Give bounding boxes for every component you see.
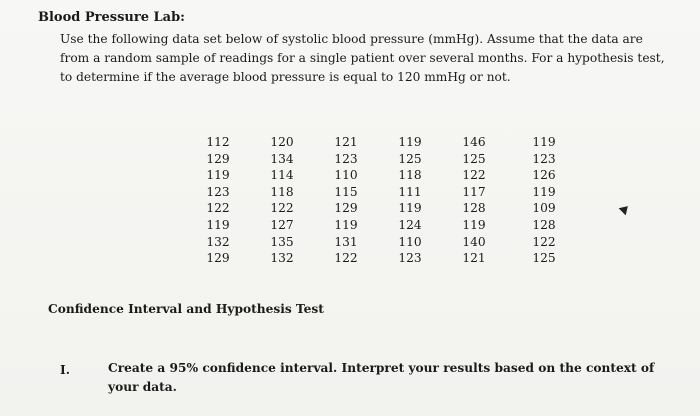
- data-cell: 118: [270, 184, 294, 199]
- data-cell: 115: [334, 184, 358, 199]
- data-cell: 117: [462, 184, 486, 199]
- data-cell: 123: [398, 251, 422, 266]
- data-cell: 122: [462, 168, 486, 183]
- mouse-pointer-icon: [619, 203, 632, 216]
- data-cell: 109: [532, 201, 556, 216]
- question-text: Create a 95% confidence interval. Interpret your results based on the context of your data.: [108, 361, 655, 394]
- lab-title: Blood Pressure Lab:: [38, 10, 185, 25]
- data-column: [250, 134, 314, 267]
- data-cell: 132: [206, 234, 230, 249]
- data-cell: 119: [206, 168, 230, 183]
- data-cell: 125: [462, 151, 486, 166]
- section-heading: Confidence Interval and Hypothesis Test: [48, 302, 324, 316]
- data-cell: 128: [532, 217, 556, 232]
- data-cell: 119: [398, 201, 422, 216]
- data-cell: 121: [462, 251, 486, 266]
- data-cell: 128: [462, 201, 486, 216]
- data-cell: 122: [206, 201, 230, 216]
- data-cell: 121: [334, 135, 358, 149]
- data-cell: 125: [532, 251, 556, 266]
- data-cell: 114: [270, 168, 294, 183]
- data-cell: 132: [270, 251, 294, 266]
- data-cell: 123: [334, 151, 358, 166]
- data-cell: 129: [206, 251, 230, 266]
- blood-pressure-data-table: [186, 134, 582, 267]
- data-cell: 120: [270, 135, 294, 149]
- data-cell: 124: [398, 217, 422, 232]
- data-column: [378, 134, 442, 267]
- data-cell: 119: [532, 184, 556, 199]
- data-cell: 110: [398, 234, 422, 249]
- data-cell: 119: [206, 217, 230, 232]
- data-cell: 122: [334, 251, 358, 266]
- data-cell: 125: [398, 151, 422, 166]
- data-cell: 111: [398, 184, 422, 199]
- data-cell: 146: [462, 135, 486, 149]
- data-cell: 112: [206, 135, 230, 149]
- data-cell: 126: [532, 168, 556, 183]
- data-cell: 119: [398, 135, 422, 149]
- data-cell: 123: [206, 184, 230, 199]
- data-cell: 129: [206, 151, 230, 166]
- data-cell: 119: [532, 135, 556, 149]
- data-column: [186, 134, 250, 267]
- question-number: I.: [60, 363, 70, 377]
- data-cell: 140: [462, 234, 486, 249]
- data-cell: 129: [334, 201, 358, 216]
- data-cell: 123: [532, 151, 556, 166]
- data-cell: 127: [270, 217, 294, 232]
- data-cell: 134: [270, 151, 294, 166]
- intro-paragraph: Use the following data set below of systolic blood pressure (mmHg). Assume that the data are from a random sample of readings for a single patient over several months. For a hypothesis test, to determine if the average blood pressure is equal to 120 mmHg or not.: [60, 32, 665, 84]
- data-cell: 122: [532, 234, 556, 249]
- data-cell: 122: [270, 201, 294, 216]
- data-column: [442, 134, 506, 267]
- data-column: [506, 134, 582, 267]
- data-cell: 135: [270, 234, 294, 249]
- data-cell: 119: [462, 217, 486, 232]
- data-column: [314, 134, 378, 267]
- data-cell: 131: [334, 234, 358, 249]
- data-cell: 119: [334, 217, 358, 232]
- data-cell: 118: [398, 168, 422, 183]
- data-cell: 110: [334, 168, 358, 183]
